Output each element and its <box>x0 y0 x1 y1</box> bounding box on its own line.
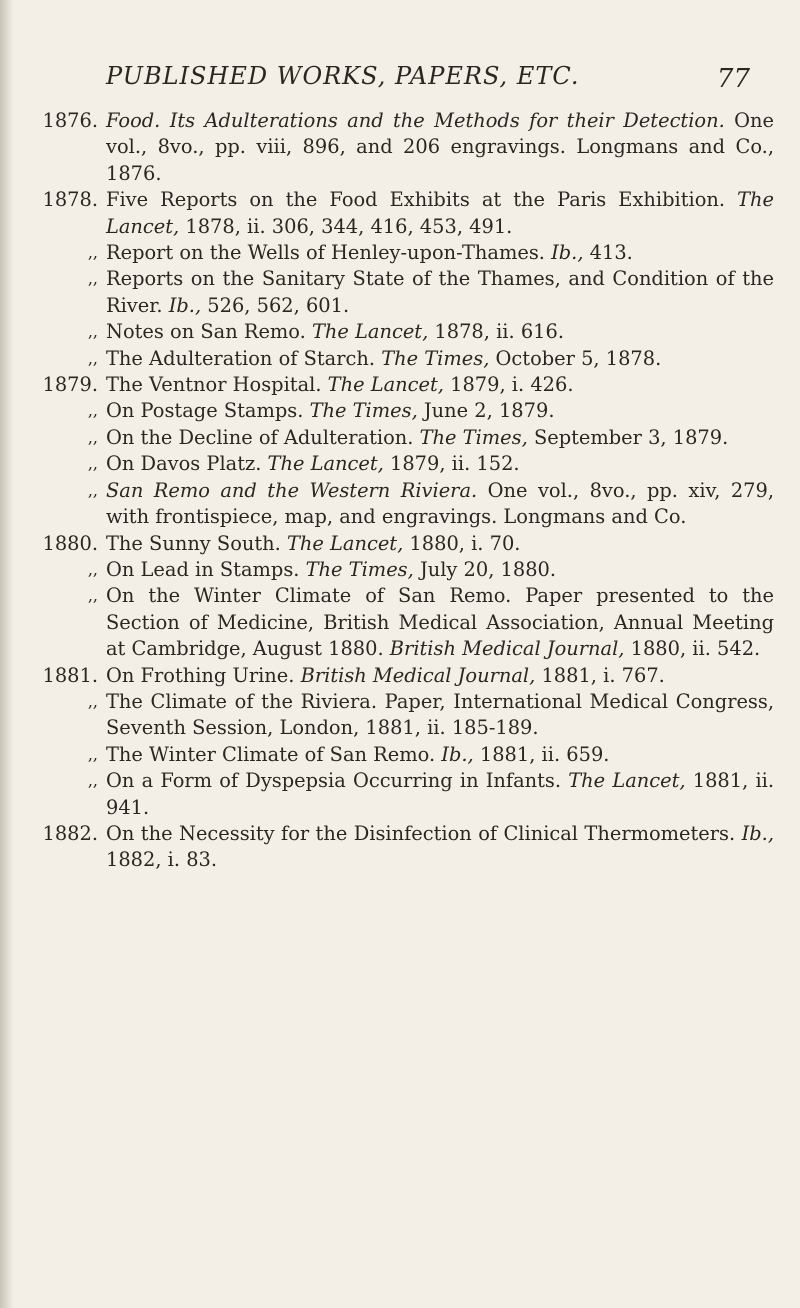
entry-segment: The Climate of the Riviera. Paper, International Medical Congress, Seventh Session, London, 1881, ii. 185-189. <box>106 689 774 740</box>
entry-text <box>106 531 780 557</box>
entry-italic-segment: Ib., <box>168 293 202 317</box>
entry-text <box>106 398 780 424</box>
bibliography-entry <box>20 240 780 266</box>
entry-year: 1882. <box>42 821 98 845</box>
entry-italic-segment: The Lancet, <box>327 373 444 397</box>
entry-segment: 1878, ii. 616. <box>428 320 564 344</box>
entry-text <box>106 478 780 531</box>
bibliography-entry <box>20 266 780 319</box>
bibliography-entry <box>20 768 780 821</box>
entry-segment: October 5, 1878. <box>489 346 662 370</box>
entry-segment: 1879, ii. 152. <box>383 452 520 476</box>
bibliography-entry <box>20 425 780 451</box>
entry-year: ,, <box>87 454 98 474</box>
entry-text <box>106 108 780 187</box>
entry-text <box>106 689 780 742</box>
bibliography-entry <box>20 663 780 689</box>
entry-text <box>106 187 780 240</box>
entry-text <box>106 583 780 662</box>
entry-italic-segment: British Medical Journal, <box>389 637 625 661</box>
entry-year: ,, <box>87 427 98 447</box>
page-number: 77 <box>716 64 750 94</box>
entry-year: ,, <box>87 348 98 368</box>
bibliography-entry <box>20 319 780 345</box>
bibliography-list <box>20 108 780 874</box>
entry-text <box>106 557 780 583</box>
entry-year: ,, <box>87 269 98 289</box>
entry-year: 1879. <box>42 373 98 397</box>
entry-segment: July 20, 1880. <box>413 557 557 581</box>
bibliography-entry <box>20 187 780 240</box>
entry-segment: On Frothing Urine. <box>106 663 301 687</box>
entry-text <box>106 319 780 345</box>
entry-italic-segment: The Lancet, <box>311 320 429 344</box>
entry-italic-segment: The Lancet, <box>267 452 384 476</box>
entry-italic-segment: Ib., <box>551 241 584 265</box>
bibliography-entry <box>20 821 780 874</box>
entry-segment: 1881, ii. 659. <box>473 742 610 766</box>
entry-segment: 1880, ii. 542. <box>624 637 761 661</box>
entry-segment: On Lead in Stamps. <box>106 557 306 581</box>
entry-year: ,, <box>87 401 98 421</box>
entry-text <box>106 346 780 372</box>
entry-segment: One vol., 8vo., pp. xiv, 279, with frontispiece, map, and engravings. Longmans and Co. <box>106 478 774 529</box>
entry-segment: 526, 562, 601. <box>201 293 350 317</box>
entry-italic-segment: Ib., <box>441 742 474 766</box>
bibliography-entry <box>20 583 780 662</box>
entry-year: ,, <box>87 559 98 579</box>
entry-italic-segment: The Times, <box>381 346 490 370</box>
entry-segment: On the Winter Climate of San Remo. Paper presented to the Section of Medicine, British Medical Association, Annual Meeting at Cambridge, August 1880. <box>106 584 774 661</box>
entry-text <box>106 821 780 874</box>
entry-text <box>106 451 780 477</box>
bibliography-entry <box>20 372 780 398</box>
entry-year: ,, <box>87 691 98 711</box>
entry-italic-segment: San Remo and the Western Riviera. <box>106 478 478 502</box>
entry-italic-segment: Ib., <box>741 821 774 845</box>
entry-year: ,, <box>87 771 98 791</box>
entry-year: ,, <box>87 480 98 500</box>
entry-segment: 413. <box>583 241 633 265</box>
entry-year: 1876. <box>42 109 98 132</box>
page-header <box>106 62 766 96</box>
entry-text <box>106 425 780 451</box>
bibliography-entry <box>20 108 780 187</box>
entry-text <box>106 372 780 398</box>
bibliography-entry <box>20 557 780 583</box>
entry-year: ,, <box>87 744 98 764</box>
bibliography-entry <box>20 451 780 477</box>
entry-year: ,, <box>87 322 98 342</box>
entry-segment: 1879, i. 426. <box>443 373 574 397</box>
entry-year: ,, <box>87 586 98 606</box>
entry-segment: 1882, i. 83. <box>106 848 218 872</box>
entry-segment: 1878, ii. 306, 344, 416, 453, 491. <box>179 214 513 238</box>
entry-italic-segment: The Lancet, <box>286 531 404 555</box>
bibliography-entry <box>20 742 780 768</box>
entry-segment: The Sunny South. <box>106 531 287 555</box>
entry-italic-segment: The Lancet, <box>568 769 686 793</box>
bibliography-entry <box>20 478 780 531</box>
entry-segment: The Adulteration of Starch. <box>106 346 382 370</box>
bibliography-entry <box>20 531 780 557</box>
entry-italic-segment: The Times, <box>309 399 418 423</box>
entry-text <box>106 742 780 768</box>
entry-italic-segment: Food. Its Adulterations and the Methods for their Detection. <box>106 109 725 132</box>
entry-segment: Notes on San Remo. <box>106 320 312 344</box>
entry-text <box>106 768 780 821</box>
entry-segment: Reports on the Sanitary State of the Thames, and Condition of the River. <box>106 267 774 317</box>
bibliography-entry <box>20 689 780 742</box>
bibliography-entry <box>20 346 780 372</box>
running-title: PUBLISHED WORKS, PAPERS, ETC. <box>106 62 580 90</box>
entry-segment: June 2, 1879. <box>417 399 555 423</box>
entry-segment: On the Decline of Adulteration. <box>106 425 420 449</box>
entry-segment: 1881, ii. 941. <box>106 769 775 819</box>
entry-segment: On a Form of Dyspepsia Occurring in Infants. <box>106 769 569 793</box>
entry-segment: September 3, 1879. <box>527 425 729 449</box>
entry-text <box>106 266 780 319</box>
entry-segment: On the Necessity for the Disinfection of Clinical Thermometers. <box>106 821 742 845</box>
entry-year: ,, <box>87 243 98 263</box>
entry-segment: The Ventnor Hospital. <box>106 373 328 397</box>
entry-segment: On Postage Stamps. <box>106 399 310 423</box>
entry-italic-segment: The Lancet, <box>106 188 774 238</box>
entry-segment: Five Reports on the Food Exhibits at the Paris Exhibition. <box>106 188 738 212</box>
entry-italic-segment: British Medical Journal, <box>300 663 536 687</box>
entry-segment: Report on the Wells of Henley-upon-Thames. <box>106 241 552 265</box>
entry-italic-segment: The Times, <box>419 425 528 449</box>
bibliography-entry <box>20 398 780 424</box>
entry-segment: 1881, i. 767. <box>535 663 665 687</box>
entry-text <box>106 663 780 689</box>
entry-segment: On Davos Platz. <box>106 452 268 476</box>
entry-segment: 1880, i. 70. <box>403 531 521 555</box>
entry-year: 1878. <box>42 188 98 212</box>
entry-text <box>106 240 780 266</box>
entry-segment: One vol., 8vo., pp. viii, 896, and 206 engravings. Longmans and Co., 1876. <box>106 109 774 185</box>
entry-segment: The Winter Climate of San Remo. <box>106 742 442 766</box>
entry-year: 1881. <box>42 663 98 687</box>
entry-year: 1880. <box>42 531 98 555</box>
entry-italic-segment: The Times, <box>305 557 414 581</box>
